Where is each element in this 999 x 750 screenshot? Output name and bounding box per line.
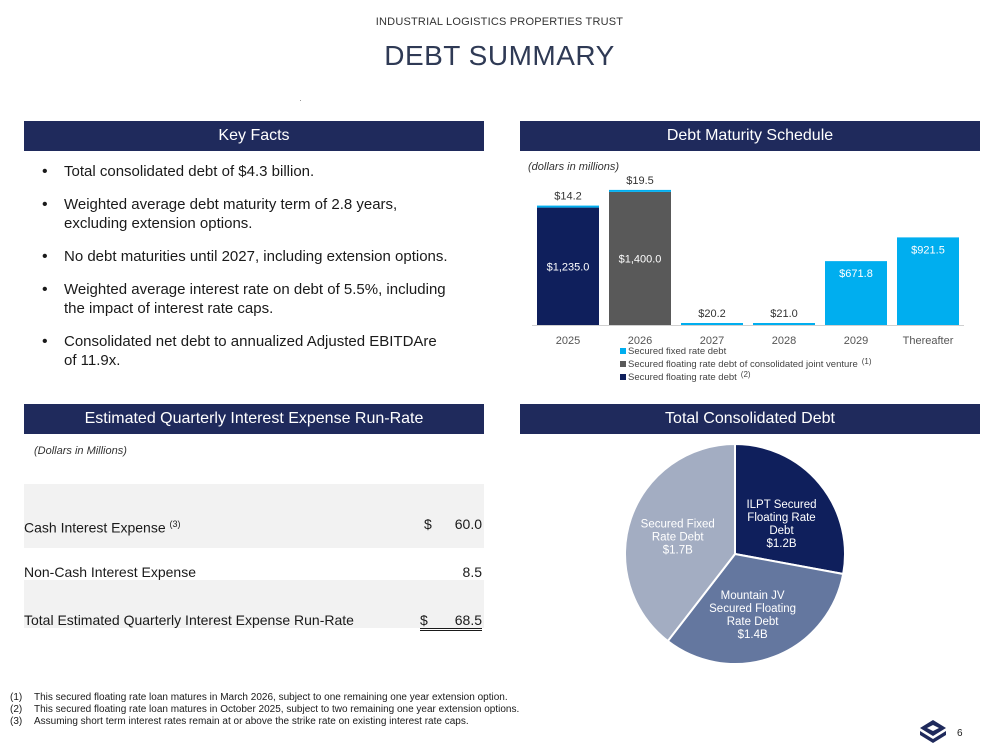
interest-units: (Dollars in Millions) <box>34 445 127 457</box>
data-label: $14.2 <box>554 190 582 203</box>
bar-segment <box>753 323 815 325</box>
footnote-num: (3) <box>10 716 23 727</box>
pie-label: Secured Floating <box>709 603 797 616</box>
pie-label: Debt <box>769 524 794 537</box>
footnote-text: Assuming short term interest rates remain at or above the strike rate on existing interest rate caps. <box>34 716 469 727</box>
cash-interest-dollar: $ <box>424 516 432 532</box>
total-interest-value-wrap <box>420 612 482 631</box>
data-label: $921.5 <box>911 244 945 257</box>
pie-label: $1.4B <box>737 629 768 642</box>
footnote-num: (2) <box>10 704 23 715</box>
pie-label: Floating Rate <box>747 511 816 524</box>
legend-swatch <box>620 348 626 354</box>
x-tick-label: 2025 <box>555 335 581 347</box>
legend-label: Secured fixed rate debt <box>628 346 727 357</box>
x-tick-label: 2028 <box>771 335 797 347</box>
legend-footnote-ref: (1) <box>861 357 872 366</box>
pie-label: ILPT Secured <box>746 498 817 511</box>
key-fact-item: • No debt maturities until 2027, including extension options. <box>30 247 450 266</box>
company-logo <box>918 718 948 746</box>
footnote-3 <box>10 716 519 728</box>
total-interest-label: Total Estimated Quarterly Interest Expense Run-Rate <box>24 612 354 628</box>
pie-label: $1.2B <box>766 537 797 550</box>
maturity-units: (dollars in millions) <box>528 161 620 173</box>
key-fact-item: • Weighted average debt maturity term of 2.8 years, excluding extension options. <box>30 195 450 233</box>
total-debt-header: Total Consolidated Debt <box>520 404 980 434</box>
footnote-text: This secured floating rate loan matures in October 2025, subject to two remaining one year extension options. <box>34 704 520 715</box>
key-fact-item: • Total consolidated debt of $4.3 billion. <box>30 162 450 181</box>
interest-expense-header: Estimated Quarterly Interest Expense Run-Rate <box>24 404 484 434</box>
debt-maturity-chart <box>520 170 980 402</box>
legend-label: Secured floating rate debt of consolidated joint venture $^{(1)}$ <box>628 357 872 370</box>
cash-interest-text: Cash Interest Expense <box>24 519 166 536</box>
data-label: $21.0 <box>770 308 798 320</box>
total-interest-value: 68.5 <box>454 612 482 628</box>
stray-dot <box>300 100 301 101</box>
key-facts-list <box>30 162 450 384</box>
key-fact-item: • Weighted average interest rate on debt of 5.5%, including the impact of interest rate caps. <box>30 280 450 318</box>
footnote-1 <box>10 692 519 704</box>
noncash-interest-value: 8.5 <box>420 564 482 581</box>
footnote-text: This secured floating rate loan matures in March 2026, subject to one remaining one year extension option. <box>34 692 508 703</box>
footnote-2 <box>10 704 519 716</box>
data-label: $671.8 <box>839 268 873 281</box>
cash-interest-value: 60.0 <box>454 516 482 532</box>
key-fact-item: • Consolidated net debt to annualized Adjusted EBITDAre of 11.9x. <box>30 332 450 370</box>
interest-row-total <box>24 580 484 628</box>
data-label: $1,235.0 <box>546 261 590 274</box>
pie-label: Secured Fixed <box>640 518 715 531</box>
data-label: $1,400.0 <box>618 253 662 266</box>
footnote-num: (1) <box>10 692 23 703</box>
footnotes <box>10 692 519 728</box>
pie-label: $1.7B <box>662 544 693 557</box>
bar-segment <box>537 206 599 208</box>
bar-segment <box>681 323 743 325</box>
noncash-interest-label: Non-Cash Interest Expense <box>24 564 196 580</box>
pie-label: Rate Debt <box>726 616 779 629</box>
data-label: $20.2 <box>698 308 726 320</box>
total-interest-cell <box>420 612 482 631</box>
x-tick-label: 2029 <box>843 335 869 347</box>
x-tick-label: 2026 <box>627 335 653 347</box>
pie-label: Mountain JV <box>720 590 785 603</box>
legend-footnote-ref: (2) <box>740 370 751 379</box>
key-facts-header: Key Facts <box>24 121 484 151</box>
x-tick-label: Thereafter <box>902 335 954 347</box>
noncash-interest-value-wrap <box>420 564 482 581</box>
page-title: DEBT SUMMARY <box>384 40 615 71</box>
legend-swatch <box>620 374 626 380</box>
x-tick-label: 2027 <box>699 335 725 347</box>
total-debt-pie-chart <box>600 440 870 680</box>
footnote-ref: (3) <box>169 519 181 529</box>
debt-maturity-header: Debt Maturity Schedule <box>520 121 980 151</box>
pie-label: Rate Debt <box>651 531 704 544</box>
legend-swatch <box>620 361 626 367</box>
company-name: INDUSTRIAL LOGISTICS PROPERTIES TRUST <box>375 16 624 28</box>
data-label: $19.5 <box>626 174 654 187</box>
bar-segment <box>609 190 671 192</box>
interest-row-cash <box>24 500 484 548</box>
legend-label: Secured floating rate debt $^{(2)}$ <box>628 370 751 383</box>
cash-interest-label <box>24 500 181 552</box>
total-interest-dollar: $ <box>420 612 428 628</box>
page-number: 6 <box>957 728 963 739</box>
